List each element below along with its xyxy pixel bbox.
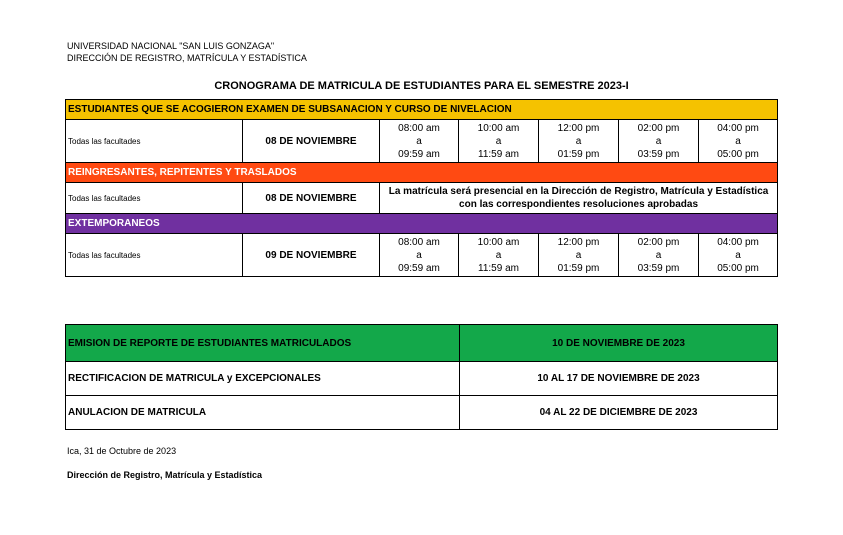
section-heading-text: EXTEMPORANEOS (66, 214, 778, 234)
department-name: DIRECCIÓN DE REGISTRO, MATRÍCULA Y ESTADÍSTICA (67, 53, 307, 63)
section-heading-text: REINGRESANTES, REPITENTES Y TRASLADOS (66, 163, 778, 183)
summary-row-rectificacion (66, 362, 778, 396)
section-heading-reingresantes (66, 163, 778, 183)
time-slot: 08:00 am a 09:59 am (380, 234, 459, 277)
time-slot: 10:00 am a 11:59 am (459, 120, 539, 163)
schedule-row-subsanacion (66, 120, 778, 163)
schedule-table (65, 99, 778, 277)
summary-label: RECTIFICACION DE MATRICULA y EXCEPCIONALES (66, 362, 460, 396)
time-slot: 02:00 pm a 03:59 pm (619, 120, 699, 163)
summary-label: ANULACION DE MATRICULA (66, 396, 460, 430)
section-heading-extemporaneos (66, 214, 778, 234)
faculty-cell: Todas las facultades (66, 120, 243, 163)
faculty-cell: Todas las facultades (66, 234, 243, 277)
date-cell: 08 DE NOVIEMBRE (243, 120, 380, 163)
summary-row-report (66, 325, 778, 362)
university-name: UNIVERSIDAD NACIONAL "SAN LUIS GONZAGA" (67, 41, 275, 51)
section-heading-subsanacion (66, 100, 778, 120)
info-cell (380, 183, 778, 214)
time-slot: 04:00 pm a 05:00 pm (699, 234, 778, 277)
summary-value: 10 DE NOVIEMBRE DE 2023 (460, 325, 778, 362)
date-cell: 08 DE NOVIEMBRE (243, 183, 380, 214)
info-line: con las correspondientes resoluciones aprobadas (459, 199, 699, 210)
signature-line: Dirección de Registro, Matrícula y Estadística (67, 470, 263, 480)
time-slot: 02:00 pm a 03:59 pm (619, 234, 699, 277)
institution-header (67, 40, 307, 64)
time-slot: 12:00 pm a 01:59 pm (539, 120, 619, 163)
summary-value: 10 AL 17 DE NOVIEMBRE DE 2023 (460, 362, 778, 396)
summary-row-anulacion (66, 396, 778, 430)
document-date: Ica, 31 de Octubre de 2023 (67, 446, 177, 456)
summary-table (65, 324, 778, 430)
summary-label: EMISION DE REPORTE DE ESTUDIANTES MATRICULADOS (66, 325, 460, 362)
time-slot: 10:00 am a 11:59 am (459, 234, 539, 277)
time-slot: 04:00 pm a 05:00 pm (699, 120, 778, 163)
page-title: CRONOGRAMA DE MATRICULA DE ESTUDIANTES PARA EL SEMESTRE 2023-I (214, 80, 629, 92)
date-cell: 09 DE NOVIEMBRE (243, 234, 380, 277)
schedule-row-extemporaneos (66, 234, 778, 277)
info-line: La matrícula será presencial en la Dirección de Registro, Matrícula y Estadística (388, 186, 769, 197)
faculty-cell: Todas las facultades (66, 183, 243, 214)
time-slot: 12:00 pm a 01:59 pm (539, 234, 619, 277)
summary-value: 04 AL 22 DE DICIEMBRE DE 2023 (460, 396, 778, 430)
section-heading-text: ESTUDIANTES QUE SE ACOGIERON EXAMEN DE SUBSANACION Y CURSO DE NIVELACION (66, 100, 778, 120)
time-slot: 08:00 am a 09:59 am (380, 120, 459, 163)
schedule-row-reingresantes (66, 183, 778, 214)
